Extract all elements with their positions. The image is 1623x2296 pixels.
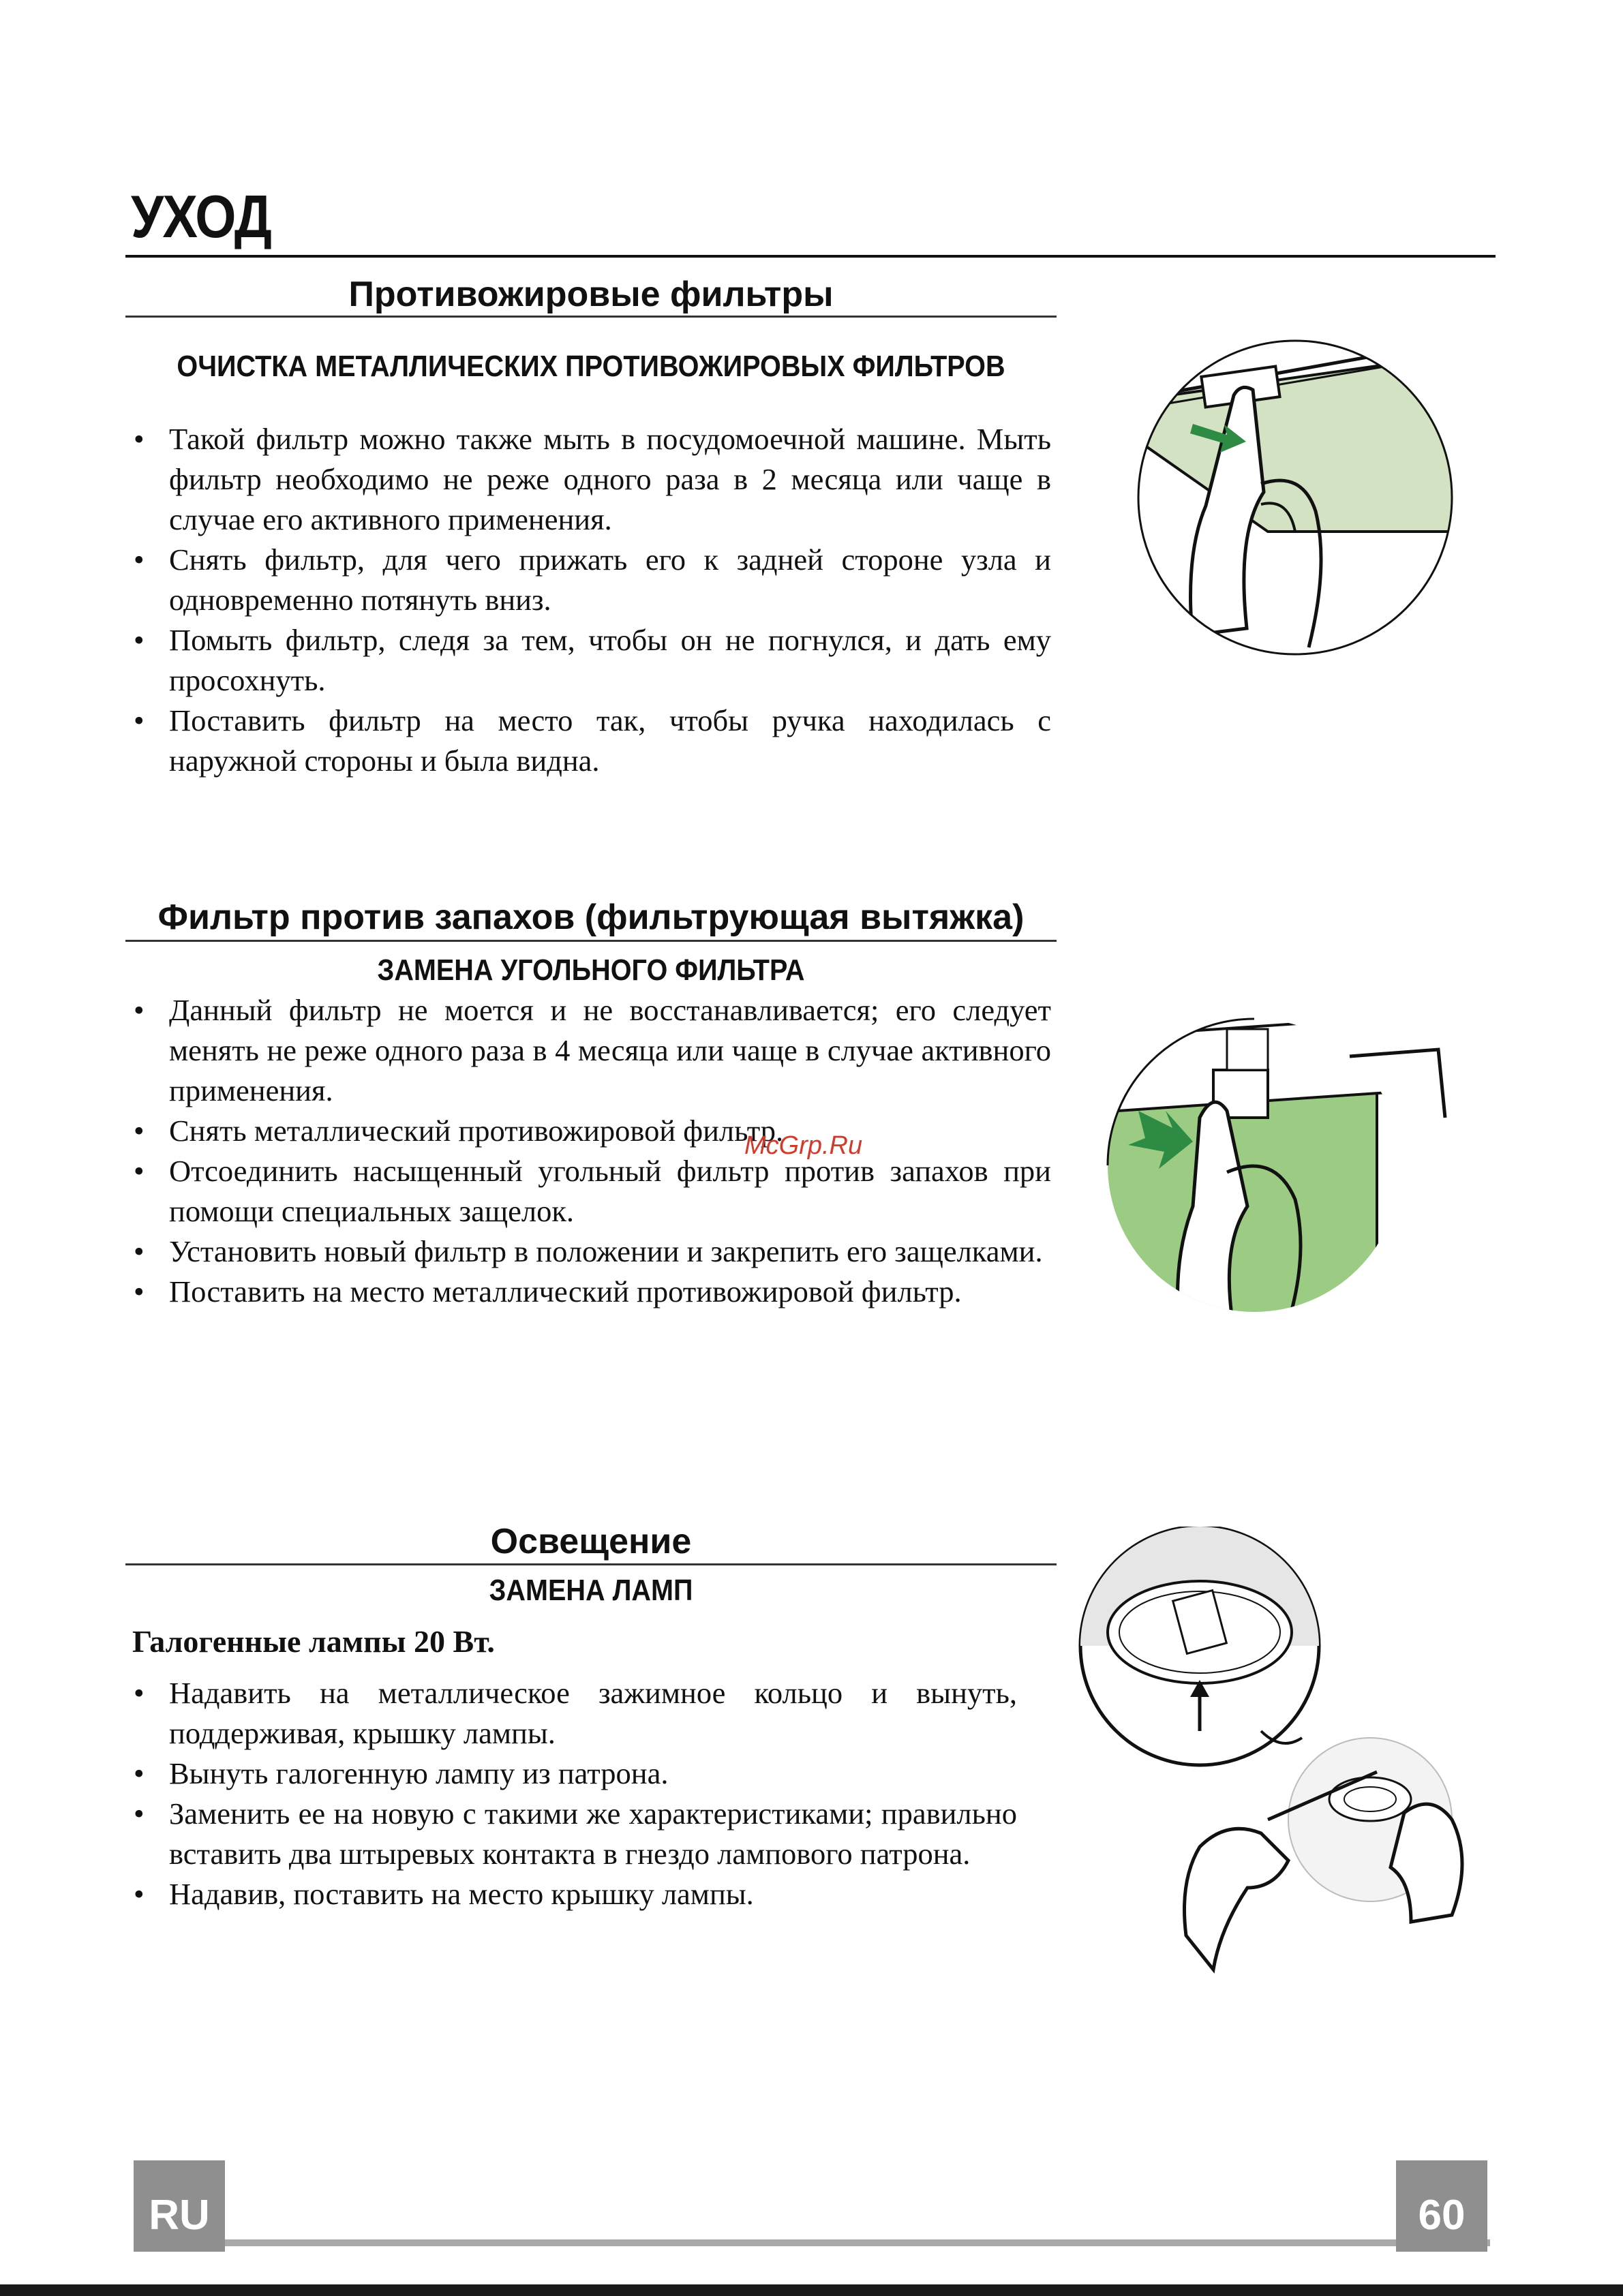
list-item: • Поставить на место металлический противожировой фильтр. [130, 1272, 1051, 1312]
subsection-title-cleaning: ОЧИСТКА МЕТАЛЛИЧЕСКИХ ПРОТИВОЖИРОВЫХ ФИЛЬТРОВ [177, 350, 1005, 383]
lamp-replacement-illustration [1077, 1527, 1472, 1976]
title-divider [125, 255, 1496, 258]
grease-filter-removal-illustration [1091, 327, 1472, 682]
language-badge: RU [134, 2160, 225, 2252]
section-title-lighting: Освещение [490, 1522, 692, 1561]
list-item: • Вынуть галогенную лампу из патрона. [130, 1754, 1017, 1794]
list-item: • Снять металлический противожировой фильтр. [130, 1111, 1051, 1151]
list-item: • Поставить фильтр на место так, чтобы ручка находилась с наружной стороны и была видна. [130, 701, 1051, 781]
section-title-odour-filter: Фильтр против запахов (фильтрующая вытяжка) [157, 898, 1025, 937]
list-item: • Надавив, поставить на место крышку лампы. [130, 1874, 1017, 1914]
lamp-type-label: Галогенные лампы 20 Вт. [132, 1624, 495, 1659]
list-item: • Помыть фильтр, следя за тем, чтобы он не погнулся, и дать ему просохнуть. [130, 620, 1051, 701]
footer-bar [134, 2239, 1490, 2246]
section-title-grease-filters: Противожировые фильтры [348, 275, 834, 314]
charcoal-filter-illustration [1091, 1009, 1486, 1322]
list-item: • Установить новый фильтр в положении и закрепить его защелками. [130, 1231, 1051, 1272]
page-title: УХОД [131, 183, 271, 250]
hand-icon [1185, 1828, 1289, 1970]
list-item: • Заменить ее на новую с такими же характеристиками; правильно вставить два штыревых контакта в гнездо лампового патрона. [130, 1794, 1017, 1874]
subsection-title-charcoal-replacement: ЗАМЕНА УГОЛЬНОГО ФИЛЬТРА [377, 953, 805, 987]
section-divider [125, 1563, 1057, 1565]
list-item: • Такой фильтр можно также мыть в посудомоечной машине. Мыть фильтр необходимо не реже одного раза в 2 месяца или чаще в случае его активного применения. [130, 419, 1051, 540]
list-item: • Снять фильтр, для чего прижать его к задней стороне узла и одновременно потянуть вниз. [130, 540, 1051, 620]
charcoal-instructions-list [130, 990, 1051, 1312]
bottom-strip [0, 2284, 1623, 2296]
section-divider [125, 940, 1057, 942]
section-divider [125, 316, 1057, 318]
watermark: McGrp.Ru [744, 1131, 863, 1160]
list-item: • Данный фильтр не моется и не восстанавливается; его следует менять не реже одного раза в 4 месяца или чаще в случае активного применения. [130, 990, 1051, 1111]
page-number: 60 [1396, 2160, 1487, 2252]
lamp-instructions-list [130, 1673, 1017, 1914]
list-item: • Отсоединить насыщенный угольный фильтр против запахов при помощи специальных защелок. [130, 1151, 1051, 1231]
cleaning-instructions-list [130, 419, 1051, 781]
subsection-title-lamp-replacement: ЗАМЕНА ЛАМП [489, 1574, 693, 1607]
hand-icon [1391, 1804, 1462, 1922]
list-item: • Надавить на металлическое зажимное кольцо и вынуть, поддерживая, крышку лампы. [130, 1673, 1017, 1754]
